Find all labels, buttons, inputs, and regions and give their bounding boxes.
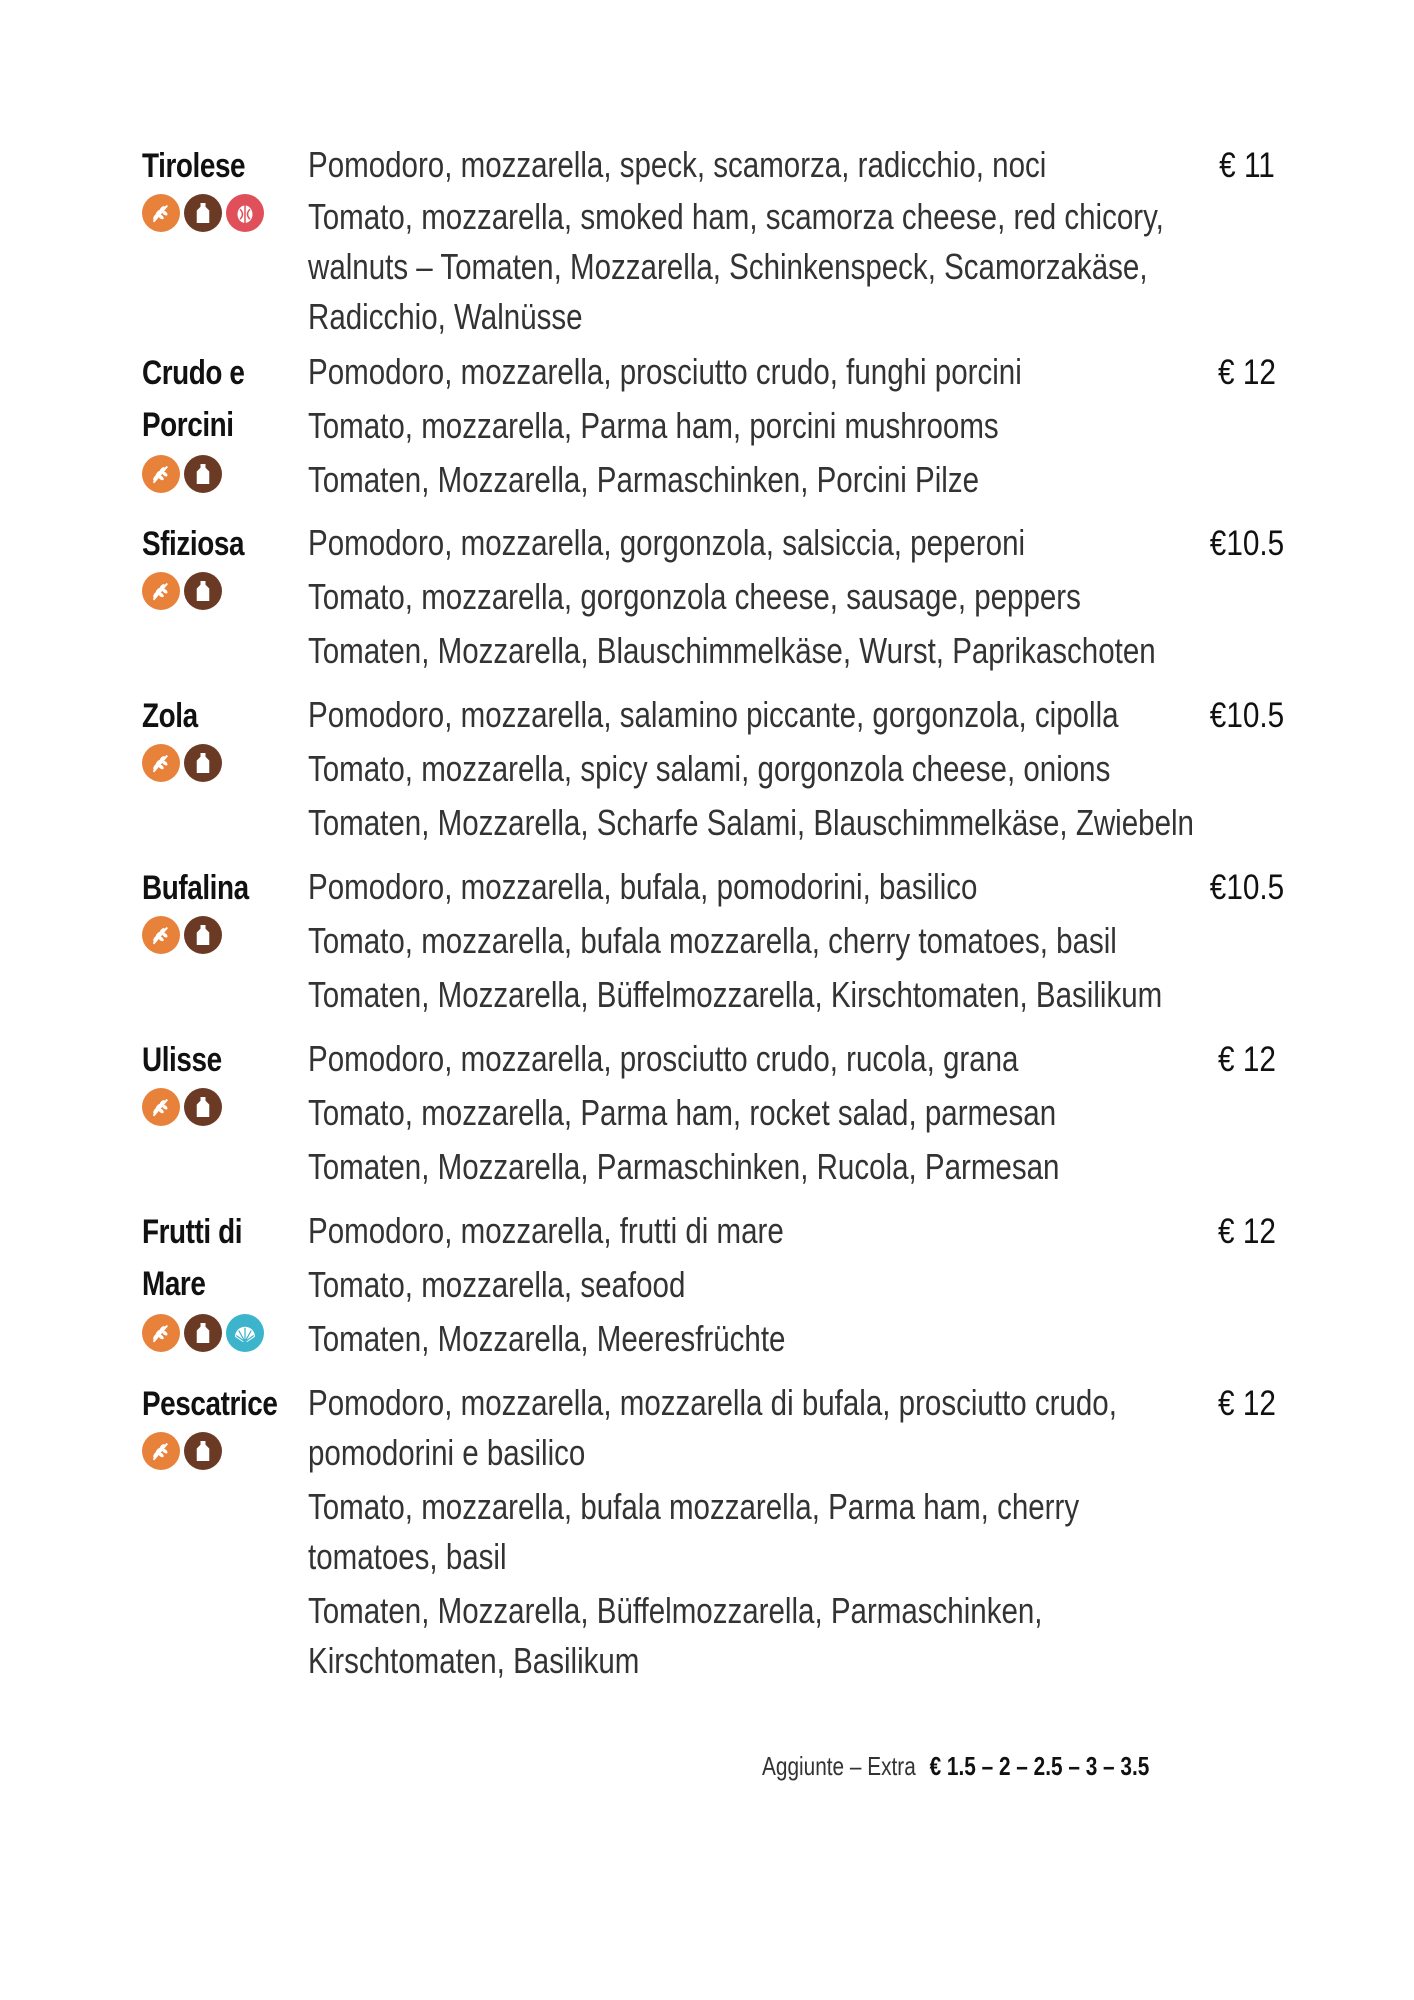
pizza-name (142, 347, 273, 451)
description-line: Pomodoro, mozzarella, gorgonzola, salsiccia, peperoni (308, 522, 1026, 563)
dairy-icon (184, 1088, 222, 1126)
dairy-icon (184, 744, 222, 782)
allergen-icons (142, 1432, 222, 1470)
description-line: Kirschtomaten, Basilikum (308, 1640, 640, 1681)
gluten-icon (142, 1432, 180, 1470)
dairy-icon (184, 572, 222, 610)
extras-label: Aggiunte – Extra (762, 1751, 916, 1781)
pizza-name-line: Zola (142, 697, 198, 735)
gluten-icon (142, 194, 180, 232)
description-line: Tomato, mozzarella, spicy salami, gorgonzola cheese, onions (308, 748, 1111, 789)
pizza-name (142, 862, 273, 914)
description-line: tomatoes, basil (308, 1536, 507, 1577)
pizza-price: € 12 (1218, 353, 1276, 392)
description-line: Tomaten, Mozzarella, Büffelmozzarella, Parmaschinken, (308, 1590, 1043, 1631)
allergen-icons (142, 1314, 264, 1352)
pizza-name (142, 1034, 273, 1086)
dairy-icon (184, 194, 222, 232)
description-line: Pomodoro, mozzarella, prosciutto crudo, funghi porcini (308, 351, 1022, 392)
description-line: Tomaten, Mozzarella, Scharfe Salami, Blauschimmelkäse, Zwiebeln (308, 802, 1194, 843)
description-line: Tomato, mozzarella, seafood (308, 1264, 686, 1305)
description-line: Pomodoro, mozzarella, frutti di mare (308, 1210, 784, 1251)
allergen-icons (142, 744, 222, 782)
pizza-name-line: Ulisse (142, 1041, 222, 1079)
description-line: pomodorini e basilico (308, 1432, 586, 1473)
pizza-price: €10.5 (1209, 696, 1285, 735)
gluten-icon (142, 744, 180, 782)
description-line: Tomaten, Mozzarella, Parmaschinken, Rucola, Parmesan (308, 1146, 1060, 1187)
extras-prices: € 1.5 – 2 – 2.5 – 3 – 3.5 (929, 1751, 1150, 1781)
gluten-icon (142, 455, 180, 493)
pizza-price: € 12 (1218, 1040, 1276, 1079)
description-line: Pomodoro, mozzarella, mozzarella di bufala, prosciutto crudo, (308, 1382, 1117, 1423)
description-line: Tomato, mozzarella, Parma ham, rocket salad, parmesan (308, 1092, 1057, 1133)
description-line: Tomaten, Mozzarella, Blauschimmelkäse, Wurst, Paprikaschoten (308, 630, 1156, 671)
dairy-icon (184, 1314, 222, 1352)
pizza-name-line: Pescatrice (142, 1385, 278, 1423)
description-line: Pomodoro, mozzarella, bufala, pomodorini, basilico (308, 866, 978, 907)
description-line: walnuts – Tomaten, Mozzarella, Schinkenspeck, Scamorzakäse, (308, 246, 1148, 287)
gluten-icon (142, 1088, 180, 1126)
gluten-icon (142, 572, 180, 610)
gluten-icon (142, 916, 180, 954)
extras-note (762, 1748, 1149, 1784)
nuts-icon (226, 194, 264, 232)
pizza-name (142, 140, 273, 192)
description-line: Tomato, mozzarella, Parma ham, porcini mushrooms (308, 405, 999, 446)
description-line: Radicchio, Walnüsse (308, 296, 583, 337)
shellfish-icon (226, 1314, 264, 1352)
description-line: Tomato, mozzarella, bufala mozzarella, cherry tomatoes, basil (308, 920, 1117, 961)
pizza-name-line: Sfiziosa (142, 525, 245, 563)
description-line: Pomodoro, mozzarella, salamino piccante, gorgonzola, cipolla (308, 694, 1119, 735)
description-line: Pomodoro, mozzarella, speck, scamorza, radicchio, noci (308, 144, 1047, 185)
description-line: Tomato, mozzarella, bufala mozzarella, Parma ham, cherry (308, 1486, 1080, 1527)
pizza-name-line: Tirolese (142, 147, 246, 185)
pizza-price: € 12 (1218, 1212, 1276, 1251)
allergen-icons (142, 572, 222, 610)
pizza-name (142, 518, 273, 570)
pizza-name-line: Bufalina (142, 869, 249, 907)
description-line: Tomato, mozzarella, gorgonzola cheese, sausage, peppers (308, 576, 1081, 617)
pizza-name (142, 1206, 273, 1310)
description-line: Tomaten, Mozzarella, Büffelmozzarella, Kirschtomaten, Basilikum (308, 974, 1163, 1015)
pizza-name-line: Mare (142, 1265, 206, 1303)
dairy-icon (184, 1432, 222, 1470)
pizza-name (142, 690, 273, 742)
description-line: Pomodoro, mozzarella, prosciutto crudo, rucola, grana (308, 1038, 1019, 1079)
pizza-price: €10.5 (1209, 524, 1285, 563)
allergen-icons (142, 455, 222, 493)
allergen-icons (142, 194, 264, 232)
description-line: Tomaten, Mozzarella, Parmaschinken, Porcini Pilze (308, 459, 980, 500)
description-line: Tomato, mozzarella, smoked ham, scamorza cheese, red chicory, (308, 196, 1164, 237)
allergen-icons (142, 1088, 222, 1126)
dairy-icon (184, 455, 222, 493)
description-line: Tomaten, Mozzarella, Meeresfrüchte (308, 1318, 786, 1359)
pizza-name (142, 1378, 278, 1430)
pizza-price: € 12 (1218, 1384, 1276, 1423)
pizza-price: €10.5 (1209, 868, 1285, 907)
pizza-name-line: Crudo e (142, 354, 245, 392)
pizza-name-line: Porcini (142, 406, 234, 444)
dairy-icon (184, 916, 222, 954)
pizza-price: € 11 (1219, 146, 1275, 185)
pizza-name-line: Frutti di (142, 1213, 243, 1251)
gluten-icon (142, 1314, 180, 1352)
allergen-icons (142, 916, 222, 954)
